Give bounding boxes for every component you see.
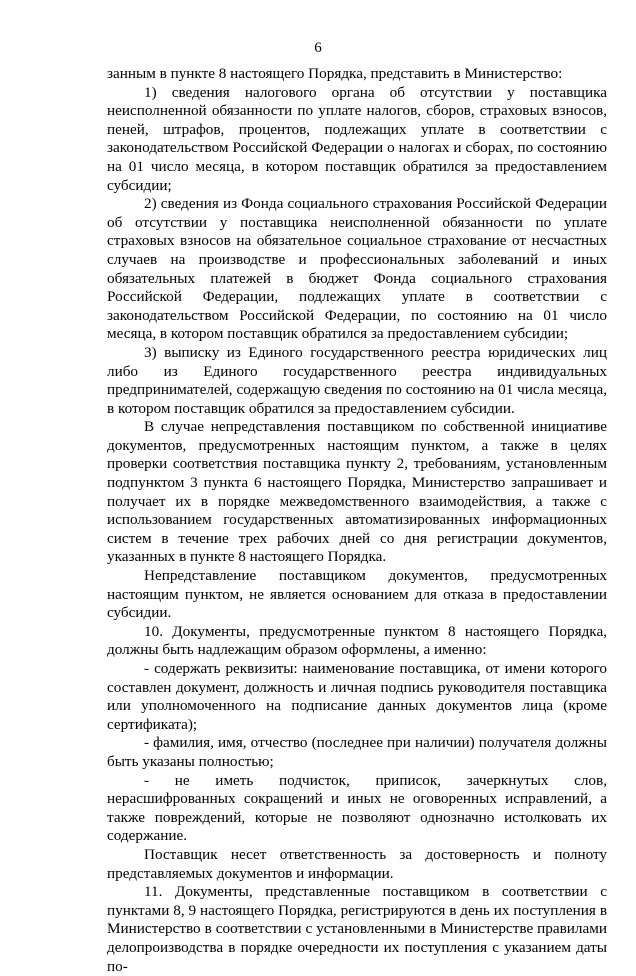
paragraph: Поставщик несет ответственность за достоверность и полноту представляемых документов и информации.	[107, 845, 607, 882]
page-number: 6	[314, 40, 322, 56]
paragraph: Непредставление поставщиком документов, предусмотренных настоящим пунктом, не является основанием для отказа в предоставлении субсидии.	[107, 567, 607, 622]
paragraph: - содержать реквизиты: наименование поставщика, от имени которого составлен документ, должность и личная подпись руководителя поставщика или уполномоченного на подписание данных документов лица (кроме сертификата);	[107, 660, 607, 733]
paragraph: 3) выписку из Единого государственного реестра юридических лиц либо из Единого государственного реестра индивидуальных предпринимателей, содержащую сведения по состоянию на 01 числа месяца, в котором поставщик обратился за предоставлением субсидии.	[107, 343, 607, 417]
paragraph: 1) сведения налогового органа об отсутствии у поставщика неисполненной обязанности по уплате налогов, сборов, страховых взносов, пеней, штрафов, процентов, подлежащих уплате в соответствии с законодательством Российской Федерации о налогах и сборах, по состоянию на 01 число месяца, в котором поставщик обратился за предоставлением субсидии;	[107, 83, 607, 194]
paragraph: занным в пункте 8 настоящего Порядка, представить в Министерство:	[107, 65, 563, 82]
paragraph: - не иметь подчисток, приписок, зачеркнутых слов, нерасшифрованных сокращений и иных не оговоренных исправлений, а также повреждений, которые не позволяют однозначно истолковать их содержание.	[107, 771, 607, 845]
document-body	[107, 65, 607, 976]
paragraph: 11. Документы, представленные поставщиком в соответствии с пунктами 8, 9 настоящего Порядка, регистрируются в день их поступления в Министерство в соответствии с установленными в Министерстве правилами делопроизводства в порядке очередности их поступления с указанием даты по-	[107, 883, 607, 975]
paragraph: 2) сведения из Фонда социального страхования Российской Федерации об отсутствии у поставщика неисполненной обязанности по уплате страховых взносов на обязательное социальное страхование от несчастных случаев на производстве и профессиональных заболеваний и иных обязательных платежей в бюджет Фонда социального страхования Российской Федерации, подлежащих уплате в соответствии с законодательством Российской Федерации, по состоянию на 01 число месяца, в котором поставщик обратился за предоставлением субсидии;	[107, 195, 607, 343]
paragraph: - фамилия, имя, отчество (последнее при наличии) получателя должны быть указаны полностью;	[107, 734, 607, 770]
paragraph: В случае непредставления поставщиком по собственной инициативе документов, предусмотренных настоящим пунктом, а также в целях проверки соответствия поставщика пункту 2, требованиям, установленным подпунктом 3 пункта 6 настоящего Порядка, Министерство запрашивает и получает их в порядке межведомственного взаимодействия, а также с использованием государственных автоматизированных информационных систем в течение трех рабочих дней со дня регистрации документов, указанных в пункте 8 настоящего Порядка.	[107, 418, 607, 566]
paragraph: 10. Документы, предусмотренные пунктом 8 настоящего Порядка, должны быть надлежащим образом оформлены, а именно:	[107, 622, 607, 659]
